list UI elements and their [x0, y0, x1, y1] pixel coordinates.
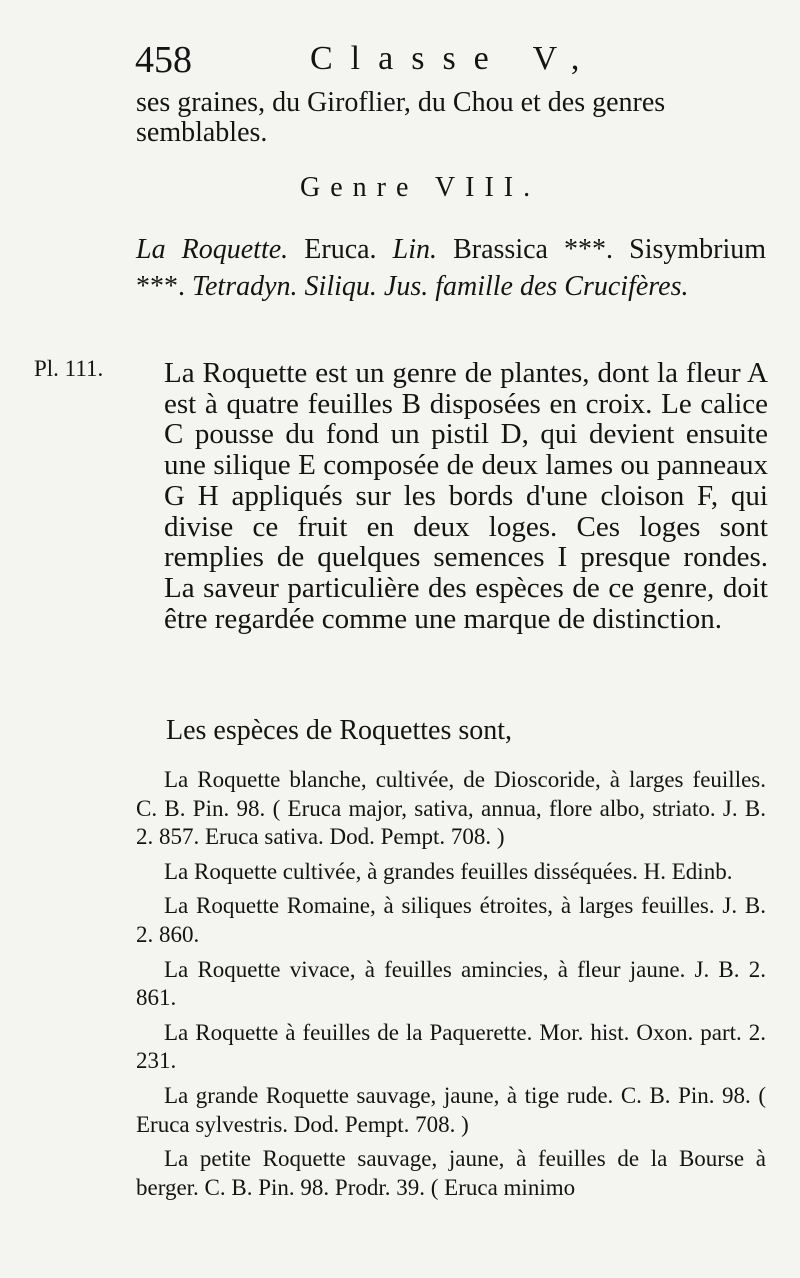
siliqu-text: Siliqu.: [304, 271, 377, 302]
species-item: La grande Roquette sauvage, jaune, à tige rude. C. B. Pin. 98. ( Eruca sylvestris. Dod. Pempt. 708. ): [136, 1082, 766, 1137]
species-item: La Roquette à feuilles de la Paquerette. Mor. hist. Oxon. part. 2. 231.: [136, 1019, 766, 1074]
running-head: Classe V,: [310, 40, 598, 77]
common-name: La Roquette.: [136, 234, 289, 265]
linnaeus-text: Brassica ***. Sisymbrium ***.: [136, 234, 767, 302]
description-paragraph: La Roquette est un genre de plantes, dont la fleur A est à quatre feuilles B disposées en croix. Le calice C pousse du fond un pistil D, qui devient ensuite une silique E composée de deux lames ou panneaux G H appliqués sur les bords d'une cloison F, qui divise ce fruit en deux loges. Ces loges sont remplies de quelques semences I presque rondes. La saveur particulière des espèces de ce genre, doit être regardée comme une marque de distinction.: [164, 357, 768, 635]
genre-description: [164, 358, 768, 634]
species-item: La Roquette blanche, cultivée, de Dioscoride, à larges feuilles. C. B. Pin. 98. ( Eruca major, sativa, annua, flore albo, striato. J. B. 2. 857. Eruca sativa. Dod. Pempt. 708. ): [136, 767, 766, 850]
species-item: La petite Roquette sauvage, jaune, à feuilles de la Bourse à berger. C. B. Pin. 98. Prodr. 39. ( Eruca minimo: [136, 1146, 766, 1200]
species-list: [136, 766, 766, 1208]
species-heading: Les espèces de Roquettes sont,: [166, 715, 513, 746]
latin-name: Eruca.: [304, 234, 377, 265]
family-text: Jus. famille des Crucifères.: [383, 271, 689, 302]
species-item: La Roquette Romaine, à siliques étroites, à larges feuilles. J. B. 2. 860.: [136, 893, 766, 947]
tetradyn-text: Tetradyn.: [192, 271, 298, 302]
plate-reference: Pl. 111.: [34, 356, 104, 381]
page-number: 458: [135, 39, 192, 81]
linnaeus-abbr: Lin.: [392, 234, 438, 265]
species-item: La Roquette vivace, à feuilles amincies, à fleur jaune. J. B. 2. 861.: [136, 956, 766, 1011]
intro-text: ses graines, du Giroflier, du Chou et des genres semblables.: [136, 87, 666, 148]
page-header: [135, 38, 765, 88]
synonyms: [136, 231, 766, 305]
species-item: La Roquette cultivée, à grandes feuilles disséquées. H. Edinb.: [164, 858, 733, 884]
genre-title: Genre VIII.: [300, 172, 541, 203]
